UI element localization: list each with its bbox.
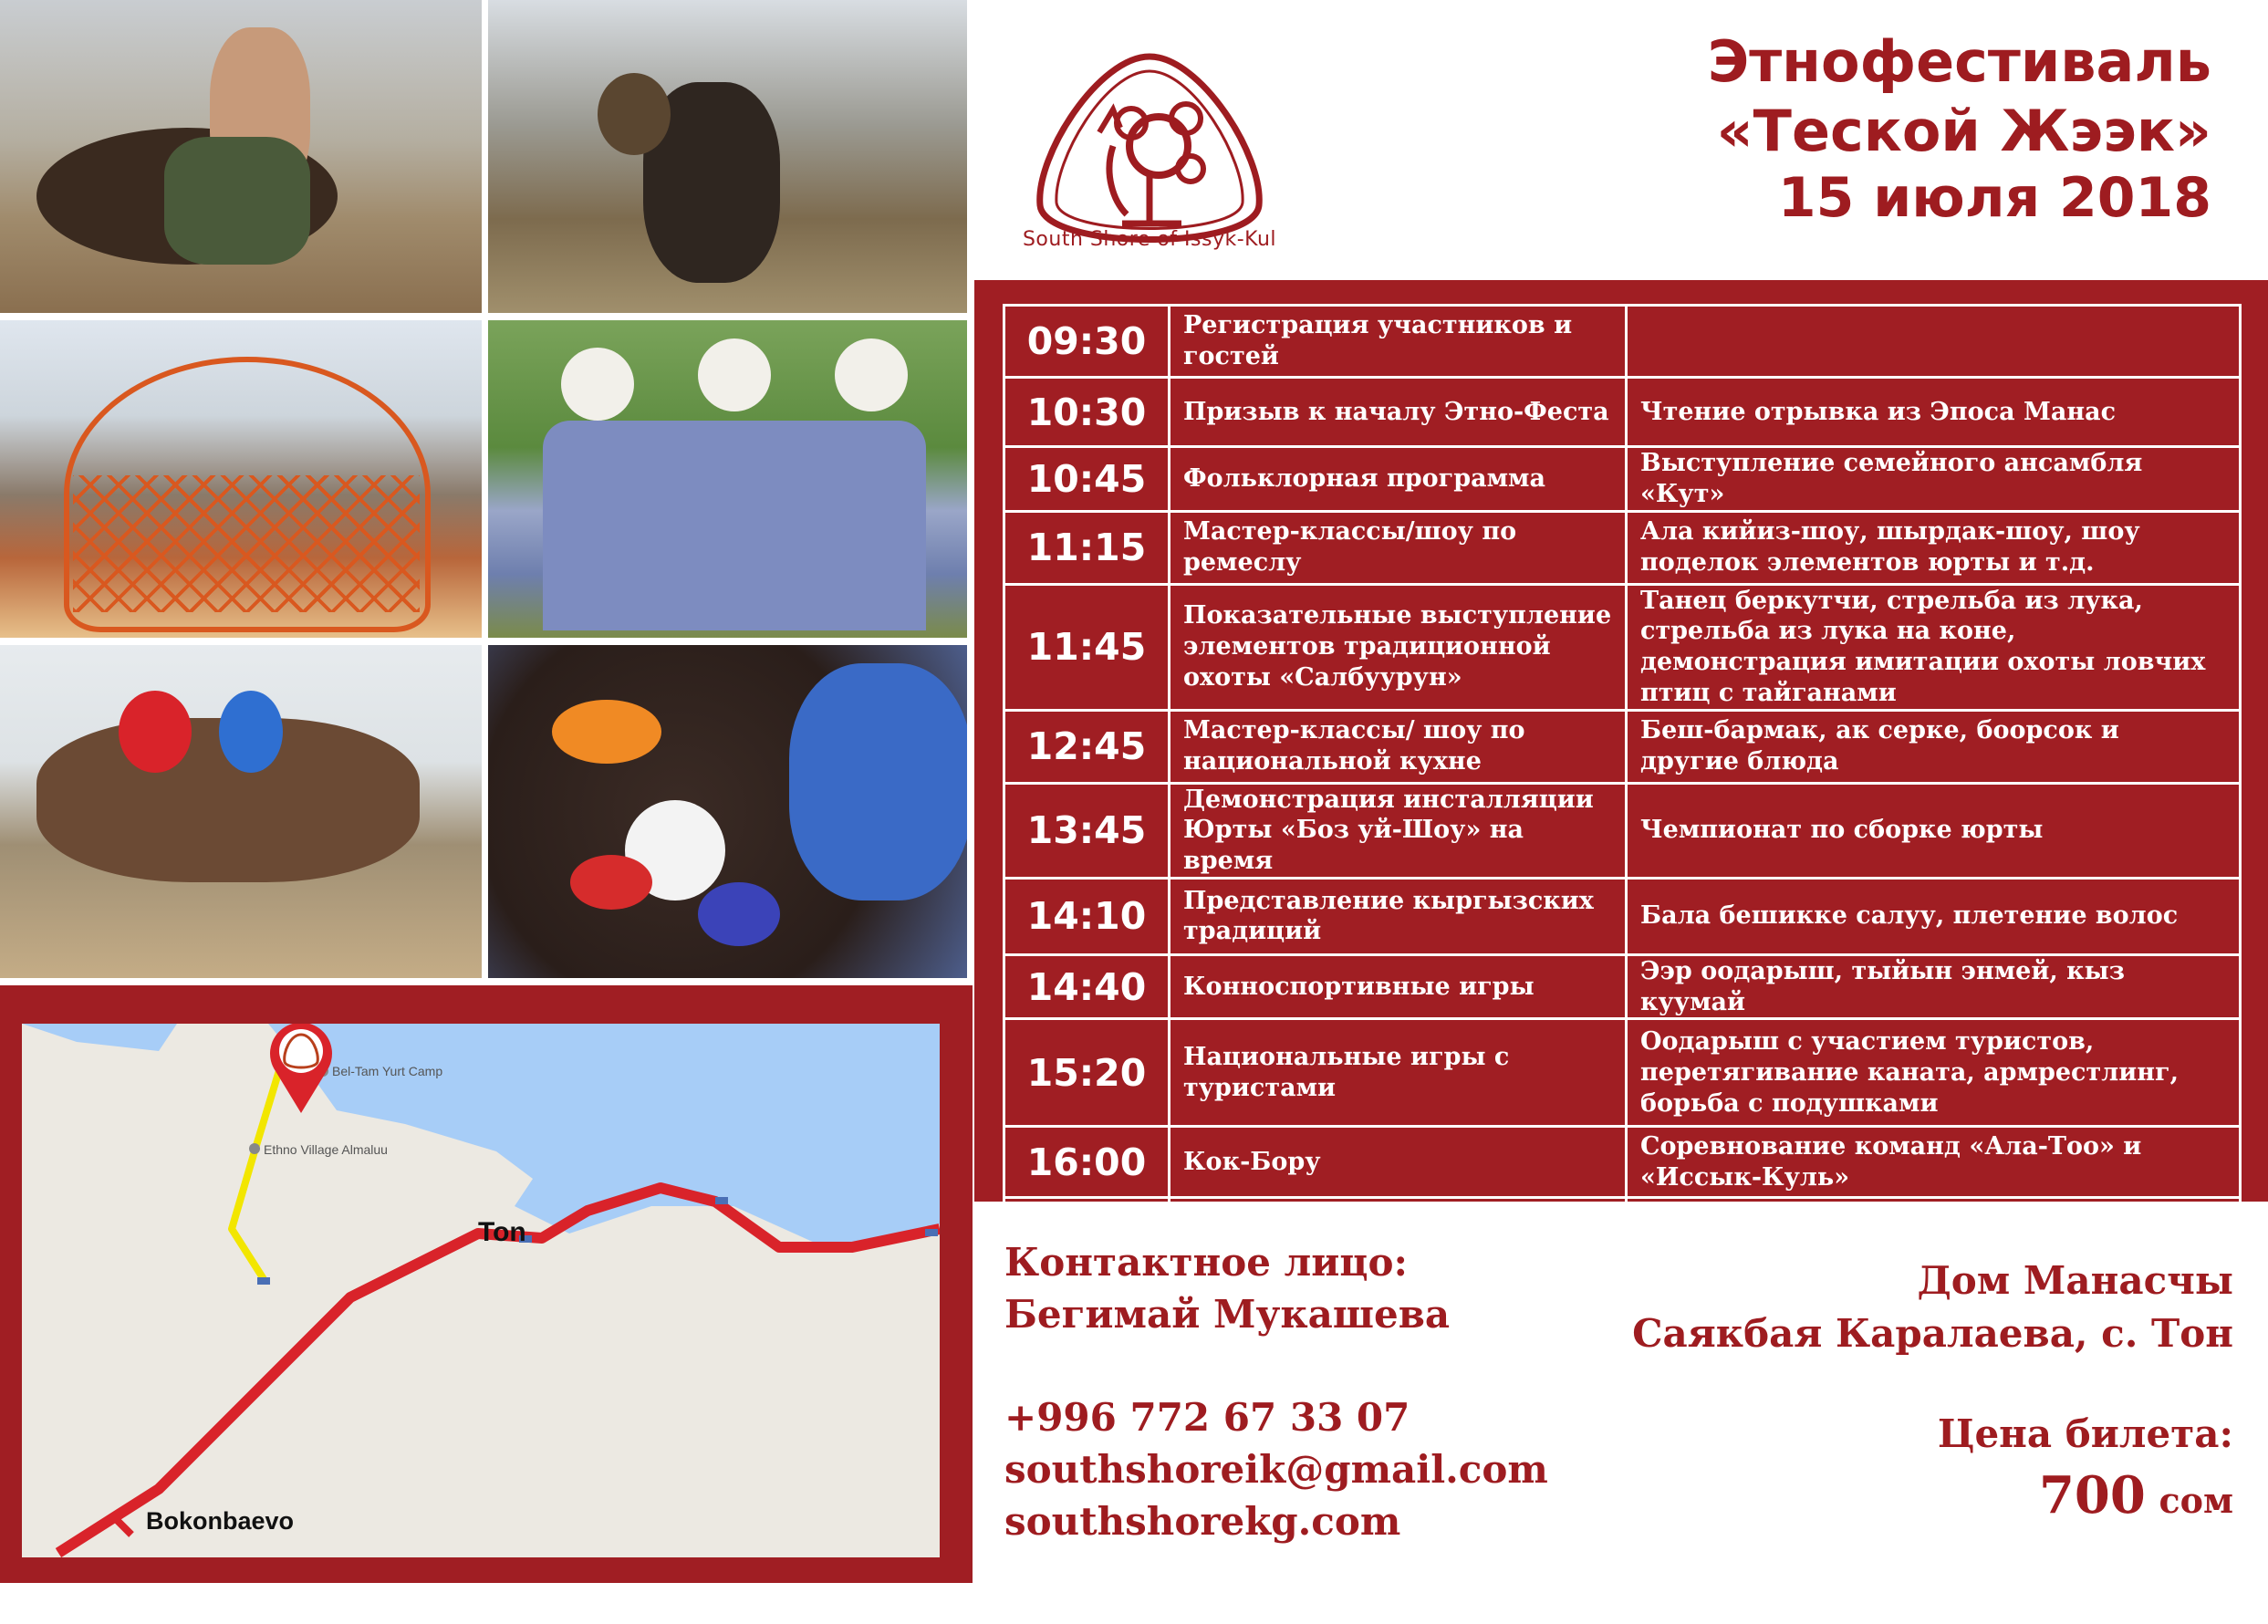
- row-time: 16:30: [1004, 1198, 1170, 1263]
- table-row: [1004, 1019, 2241, 1127]
- map-pin-icon[interactable]: [265, 1024, 338, 1115]
- venue-line-1: Дом Манасчы: [1917, 1258, 2233, 1303]
- event-date: 15 июля 2018: [1777, 166, 2211, 231]
- row-details: Чемпионат по сборке юрты: [1627, 783, 2241, 878]
- row-activity: Национальные игры с туристами: [1170, 1019, 1627, 1127]
- table-row: [1004, 584, 2241, 710]
- photo-kok-boru-game: [0, 645, 482, 978]
- table-row: [1004, 306, 2241, 378]
- contact-phone[interactable]: +996 772 67 33 07: [1004, 1395, 1410, 1441]
- row-time: 14:10: [1004, 878, 1170, 954]
- ticket-price-currency: сом: [2159, 1479, 2233, 1521]
- contact-website[interactable]: southshorekg.com: [1004, 1499, 1401, 1545]
- photo-women-traditional: [488, 320, 967, 638]
- photo-eagle-hunter: [488, 0, 967, 313]
- row-activity: Представление кыргызских традиций: [1170, 878, 1627, 954]
- row-time: 14:40: [1004, 954, 1170, 1019]
- table-row: [1004, 378, 2241, 447]
- row-time: 11:45: [1004, 584, 1170, 710]
- contact-email[interactable]: southshoreik@gmail.com: [1004, 1447, 1548, 1493]
- venue-ticket-block: [1632, 1254, 2233, 1531]
- event-title: [1708, 27, 2211, 232]
- row-time: 09:30: [1004, 306, 1170, 378]
- row-details: [1627, 306, 2241, 378]
- row-details: Бала бешикке салуу, плетение волос: [1627, 878, 2241, 954]
- row-activity: Призыв к началу Этно-Феста: [1170, 378, 1627, 447]
- row-time: 12:45: [1004, 710, 1170, 783]
- photo-yurt-frame: [0, 320, 482, 638]
- row-activity: Регистрация участников и гостей: [1170, 306, 1627, 378]
- row-time: 10:45: [1004, 447, 1170, 512]
- row-time: 11:15: [1004, 511, 1170, 584]
- table-row: [1004, 783, 2241, 878]
- row-details: Оодарыш с участием туристов, перетягивание каната, армрестлинг, борьба с подушками: [1627, 1019, 2241, 1127]
- map-label-bokonbaevo: Bokonbaevo: [146, 1507, 295, 1535]
- map-label-ton: Ton: [478, 1217, 526, 1247]
- row-details: Беш-бармак, ак серке, боорсок и другие блюда: [1627, 710, 2241, 783]
- table-row: [1004, 878, 2241, 954]
- row-time: 13:45: [1004, 783, 1170, 878]
- row-details: Соревнование команд «Ала-Тоо» и «Иссык-Куль»: [1627, 1127, 2241, 1198]
- row-details: Танец беркутчи, стрельба из лука, стрельба из лука на коне, демонстрация имитации охоты ловчих птиц с тайганами: [1627, 584, 2241, 710]
- ticket-label: Цена билета:: [1937, 1411, 2233, 1456]
- table-row: [1004, 1127, 2241, 1198]
- title-line-2: «Теской Жээк»: [1716, 97, 2211, 164]
- venue-line-2: Саякбая Каралаева, с. Тон: [1632, 1310, 2233, 1356]
- row-activity: Мастер-классы/шоу по ремеслу: [1170, 511, 1627, 584]
- row-details: Выступление семейного ансамбля «Кут»: [1627, 447, 2241, 512]
- title-line-1: Этнофестиваль: [1707, 28, 2211, 95]
- row-activity: Кок-Бору: [1170, 1127, 1627, 1198]
- table-row: [1004, 447, 2241, 512]
- map-label-village: Ethno Village Almaluu: [264, 1142, 388, 1157]
- row-details: Чтение отрывка из Эпоса Манас: [1627, 378, 2241, 447]
- logo-caption: South Shore of Issyk-Kul: [1022, 228, 1277, 251]
- row-details: Ээр оодарыш, тыйын энмей, кыз куумай: [1627, 954, 2241, 1019]
- table-row: [1004, 954, 2241, 1019]
- row-details: Танец Кара-Жорго вместе со всеми гостями: [1627, 1198, 2241, 1263]
- table-row: [1004, 710, 2241, 783]
- row-activity: Показательные выступление элементов традиционной охоты «Салбуурун»: [1170, 584, 1627, 710]
- row-activity: Демонстрация инсталляции Юрты «Боз уй-Шоу» на время: [1170, 783, 1627, 878]
- contact-block: [1004, 1236, 1548, 1548]
- row-activity: Мастер-классы/ шоу по национальной кухне: [1170, 710, 1627, 783]
- ticket-price: [1632, 1461, 2233, 1531]
- photo-horsemen: [0, 0, 482, 313]
- row-activity: Фольклорная программа: [1170, 447, 1627, 512]
- contact-label: Контактное лицо:: [1004, 1240, 1408, 1285]
- row-details: Ала кийиз-шоу, шырдак-шоу, шоу поделок элементов юрты и т.д.: [1627, 511, 2241, 584]
- table-row: [1004, 511, 2241, 584]
- row-time: 15:20: [1004, 1019, 1170, 1127]
- map-label-camp: Bel-Tam Yurt Camp: [332, 1064, 443, 1078]
- location-map[interactable]: [22, 1024, 940, 1557]
- row-time: 16:00: [1004, 1127, 1170, 1198]
- row-time: 10:30: [1004, 378, 1170, 447]
- ticket-price-value: 700: [2038, 1464, 2146, 1525]
- row-activity: Конноспортивные игры: [1170, 954, 1627, 1019]
- row-activity: Закрытие: Флешмоб: [1170, 1198, 1627, 1263]
- photo-felt-making: [488, 645, 967, 978]
- schedule-table: [1003, 304, 2242, 1264]
- contact-name: Бегимай Мукашева: [1004, 1292, 1451, 1338]
